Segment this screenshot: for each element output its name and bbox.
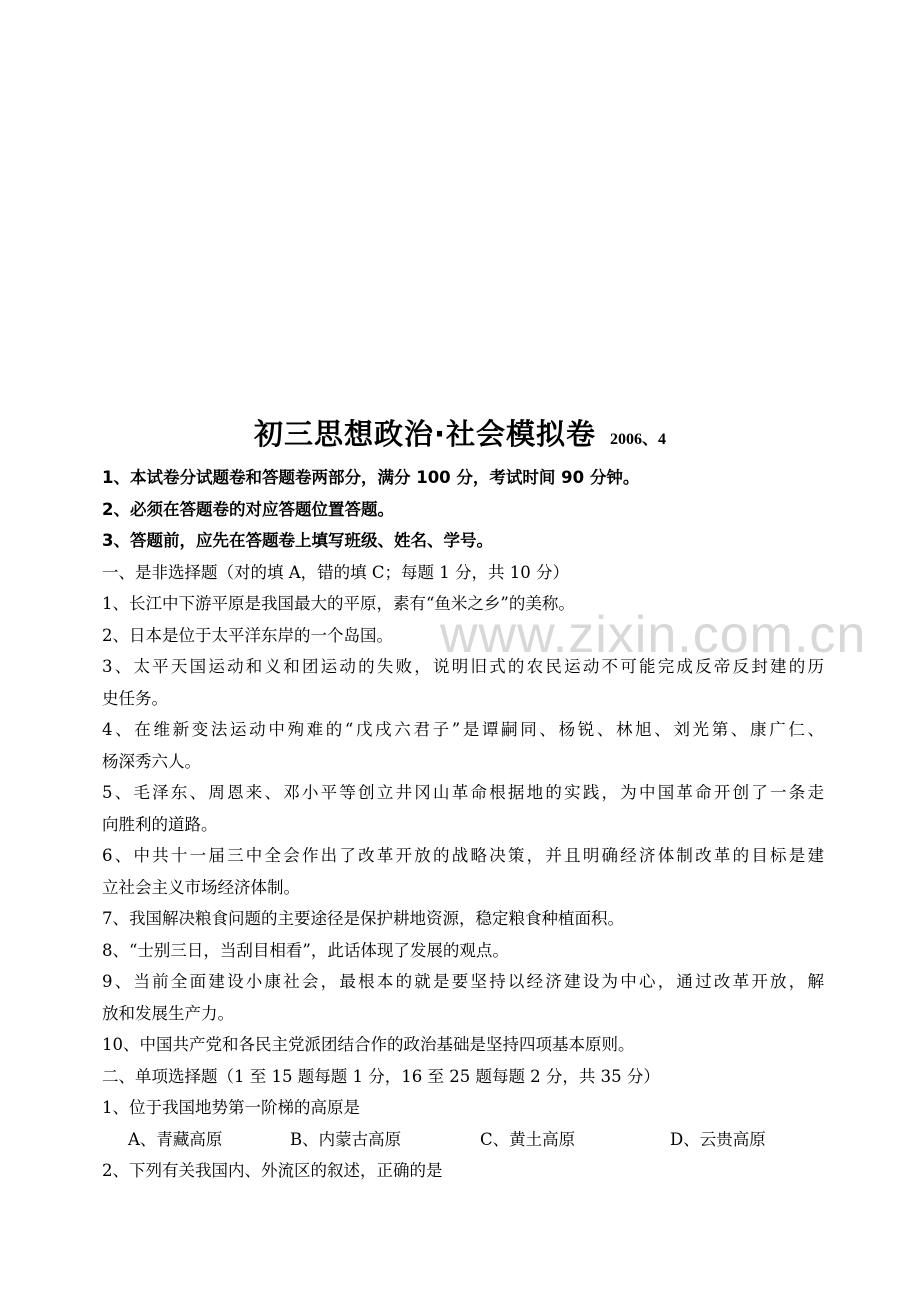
page-title <box>0 412 920 453</box>
section-heading: 一、是非选择题（对的填 A，错的填 C；每题 1 分，共 10 分） <box>102 562 570 582</box>
question: 2、日本是位于太平洋东岸的一个岛国。 <box>102 625 393 645</box>
instruction-line: 1、本试卷分试题卷和答题卷两部分，满分 100 分，考试时间 90 分钟。 <box>102 468 640 487</box>
question: 3、太平天国运动和义和团运动的失败，说明旧式的农民运动不可能完成反帝反封建的历 <box>102 657 824 676</box>
question: 4、在维新变法运动中殉难的“戊戌六君子”是谭嗣同、杨锐、林旭、刘光第、康广仁、 <box>102 720 824 739</box>
answer-options <box>102 1124 824 1156</box>
exam-body <box>102 462 824 1187</box>
question: 9、当前全面建设小康社会，最根本的就是要坚持以经济建设为中心，通过改革开放，解 <box>102 972 824 991</box>
question: 6、中共十一届三中全会作出了改革开放的战略决策，并且明确经济体制改革的目标是建 <box>102 846 824 865</box>
question-continuation: 立社会主义市场经济体制。 <box>102 877 300 897</box>
option-d: D、云贵高原 <box>670 1129 766 1149</box>
question: 5、毛泽东、周恩来、邓小平等创立井冈山革命根据地的实践，为中国革命开创了一条走 <box>102 783 824 802</box>
option-b: B、内蒙古高原 <box>290 1129 402 1149</box>
exam-date: 2006、4 <box>610 431 667 448</box>
watermark: www.zixin.com.cn <box>440 606 867 664</box>
question: 1、位于我国地势第一阶梯的高原是 <box>102 1098 360 1117</box>
section-heading: 二、单项选择题（1 至 15 题每题 1 分，16 至 25 题每题 2 分，共 35 分） <box>102 1066 660 1086</box>
option-c: C、黄土高原 <box>480 1129 576 1149</box>
question-continuation: 放和发展生产力。 <box>102 1003 234 1023</box>
question-continuation: 杨深秀六人。 <box>102 751 201 771</box>
question: 10、中国共产党和各民主党派团结合作的政治基础是坚持四项基本原则。 <box>102 1035 635 1054</box>
question: 1、长江中下游平原是我国最大的平原，素有“鱼米之乡”的美称。 <box>102 594 575 613</box>
instruction-line: 3、答题前，应先在答题卷上填写班级、姓名、学号。 <box>102 531 493 550</box>
exam-title: 初三思想政治·社会模拟卷 <box>253 417 596 451</box>
question: 7、我国解决粮食问题的主要途径是保护耕地资源，稳定粮食种植面积。 <box>102 909 624 928</box>
question-continuation: 史任务。 <box>102 688 168 708</box>
question: 2、下列有关我国内、外流区的叙述，正确的是 <box>102 1161 443 1180</box>
question-continuation: 向胜利的道路。 <box>102 814 218 834</box>
instruction-line: 2、必须在答题卷的对应答题位置答题。 <box>102 499 394 519</box>
option-a: A、青藏高原 <box>128 1129 223 1149</box>
question: 8、“士别三日，当刮目相看”，此话体现了发展的观点。 <box>102 940 509 960</box>
